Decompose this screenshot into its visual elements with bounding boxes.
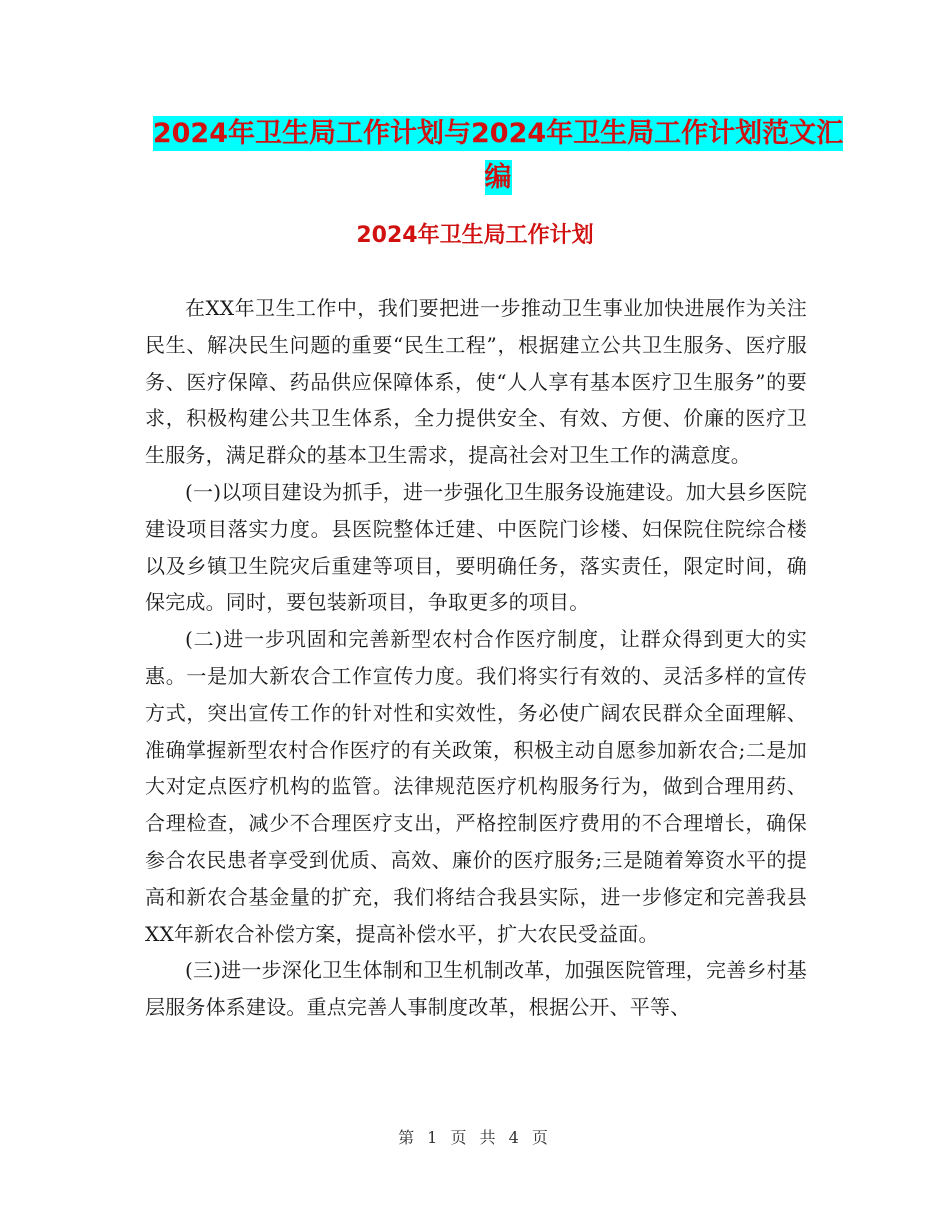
document-title-text: 2024年卫生局工作计划与2024年卫生局工作计划范文汇编: [152, 118, 844, 193]
section-title: 2024年卫生局工作计划: [356, 223, 594, 248]
paragraph-item-3: (三)进一步深化卫生体制和卫生机制改革，加强医院管理，完善乡村基层服务体系建设。重点完善人事制度改革，根据公开、平等、: [145, 958, 808, 1020]
document-body: [145, 290, 807, 1026]
page-footer: 第 1 页 共 4 页: [398, 1128, 552, 1147]
paragraph-item-1: (一)以项目建设为抓手，进一步强化卫生服务设施建设。加大县乡医院建设项目落实力度。县医院整体迁建、中医院门诊楼、妇保院住院综合楼以及乡镇卫生院灾后重建等项目，要明确任务，落实责任，限定时间，确保完成。同时，要包装新项目，争取更多的项目。: [145, 479, 808, 615]
document-title: [140, 112, 856, 200]
paragraph-intro: 在XX年卫生工作中，我们要把进一步推动卫生事业加快进展作为关注民生、解决民生问题的重要“民生工程”，根据建立公共卫生服务、医疗服务、医疗保障、药品供应保障体系，使“人人享有基本医疗卫生服务”的要求，积极构建公共卫生体系，全力提供安全、有效、方便、价廉的医疗卫生服务，满足群众的基本卫生需求，提高社会对卫生工作的满意度。: [145, 296, 807, 468]
paragraph-item-2: (二)进一步巩固和完善新型农村合作医疗制度，让群众得到更大的实惠。一是加大新农合工作宣传力度。我们将实行有效的、灵活多样的宣传方式，突出宣传工作的针对性和实效性，务必使广阔农民群众全面理解、准确掌握新型农村合作医疗的有关政策，积极主动自愿参加新农合;二是加大对定点医疗机构的监管。法律规范医疗机构服务行为，做到合理用药、合理检查，减少不合理医疗支出，严格控制医疗费用的不合理增长，确保参合农民患者享受到优质、高效、廉价的医疗服务;三是随着筹资水平的提高和新农合基金量的扩充，我们将结合我县实际，进一步修定和完善我县XX年新农合补偿方案，提高补偿水平，扩大农民受益面。: [145, 627, 807, 946]
